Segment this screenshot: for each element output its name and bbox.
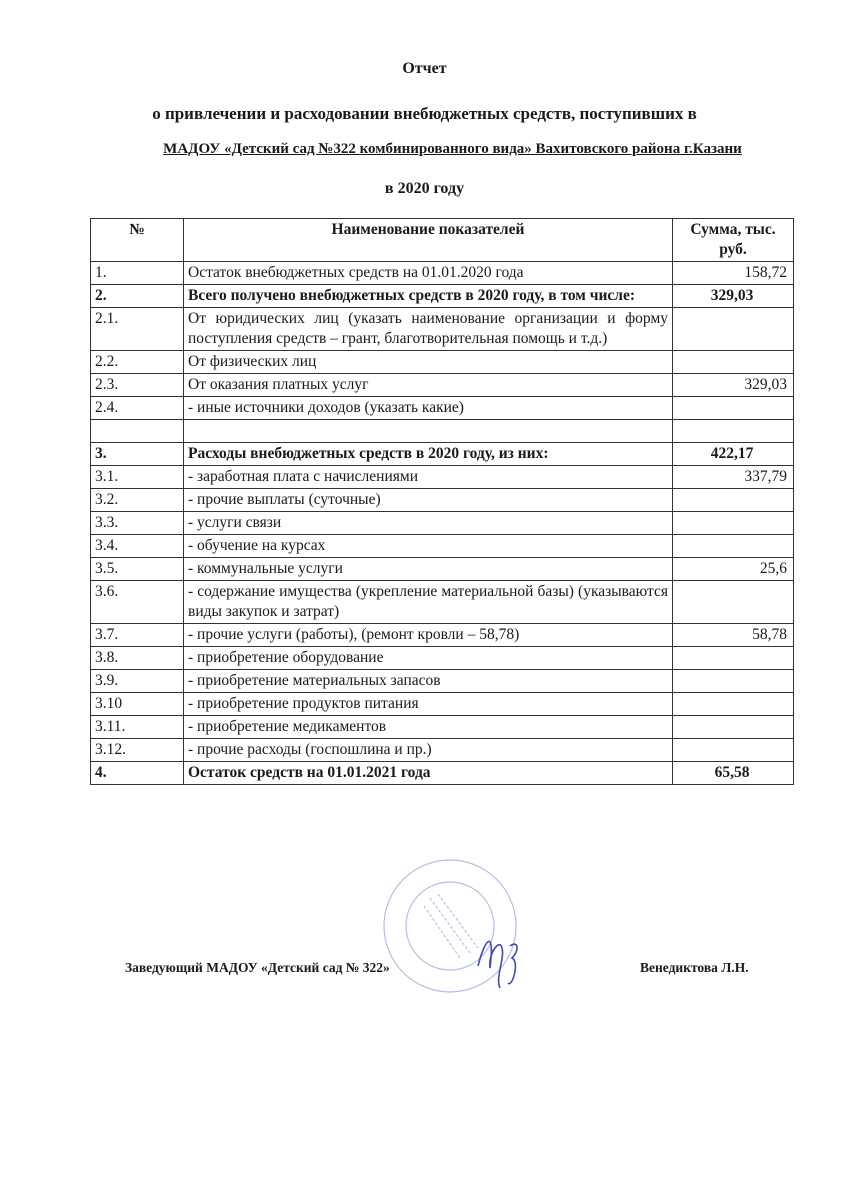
table-row (91, 624, 794, 647)
table-row (91, 351, 794, 374)
table-row (91, 443, 794, 466)
signatory-position: Заведующий МАДОУ «Детский сад № 322» (125, 960, 390, 975)
row-number: 3.2. (91, 489, 184, 512)
report-table (90, 218, 794, 785)
row-name: - приобретение материальных запасов (184, 670, 673, 693)
row-name: Всего получено внебюджетных средств в 2020 году, в том числе: (184, 285, 673, 308)
row-name: - прочие услуги (работы), (ремонт кровли – 58,78) (184, 624, 673, 647)
table-row (91, 397, 794, 420)
row-name: - услуги связи (184, 512, 673, 535)
table-row (91, 262, 794, 285)
table-row (91, 285, 794, 308)
row-number: 3.10 (91, 693, 184, 716)
row-number: 2.4. (91, 397, 184, 420)
column-header-sum: Сумма, тыс. руб. (673, 219, 794, 262)
table-row (91, 512, 794, 535)
row-sum (673, 647, 794, 670)
table-row (91, 670, 794, 693)
row-sum (673, 308, 794, 351)
row-number: 3.6. (91, 581, 184, 624)
row-number: 3.8. (91, 647, 184, 670)
table-row (91, 308, 794, 351)
table-row (91, 693, 794, 716)
row-sum: 337,79 (673, 466, 794, 489)
row-name: - коммунальные услуги (184, 558, 673, 581)
row-sum: 158,72 (673, 262, 794, 285)
row-number: 2.3. (91, 374, 184, 397)
row-sum (673, 351, 794, 374)
row-number: 1. (91, 262, 184, 285)
row-number: 3.3. (91, 512, 184, 535)
row-sum: 65,58 (673, 762, 794, 785)
table-row (91, 739, 794, 762)
row-name: От физических лиц (184, 351, 673, 374)
row-sum (673, 512, 794, 535)
row-sum: 329,03 (673, 374, 794, 397)
row-name: - приобретение оборудование (184, 647, 673, 670)
row-number: 3.4. (91, 535, 184, 558)
row-number: 2.1. (91, 308, 184, 351)
document-subtitle: о привлечении и расходовании внебюджетных средств, поступивших в (152, 104, 697, 123)
row-number: 3. (91, 443, 184, 466)
row-sum: 25,6 (673, 558, 794, 581)
table-row (91, 374, 794, 397)
row-name: Остаток внебюджетных средств на 01.01.2020 года (184, 262, 673, 285)
row-number (91, 420, 184, 443)
table-row (91, 647, 794, 670)
stamp-icon (384, 860, 516, 992)
row-sum (673, 581, 794, 624)
row-number: 3.7. (91, 624, 184, 647)
row-sum (673, 397, 794, 420)
row-sum (673, 420, 794, 443)
row-number: 2. (91, 285, 184, 308)
row-name: От оказания платных услуг (184, 374, 673, 397)
table-row (91, 466, 794, 489)
row-number: 2.2. (91, 351, 184, 374)
row-name: - заработная плата с начислениями (184, 466, 673, 489)
row-sum (673, 535, 794, 558)
row-sum: 422,17 (673, 443, 794, 466)
signatory-name: Венедиктова Л.Н. (640, 960, 749, 975)
signature-icon (478, 941, 517, 988)
table-row (91, 581, 794, 624)
table-row (91, 762, 794, 785)
report-year: в 2020 году (384, 180, 465, 197)
row-sum (673, 670, 794, 693)
table-row (91, 558, 794, 581)
document-title: Отчет (402, 60, 447, 77)
row-name: - обучение на курсах (184, 535, 673, 558)
row-sum (673, 693, 794, 716)
row-sum (673, 739, 794, 762)
column-header-number: № (91, 219, 184, 262)
row-number: 3.12. (91, 739, 184, 762)
row-number: 4. (91, 762, 184, 785)
row-name: - приобретение продуктов питания (184, 693, 673, 716)
row-sum (673, 716, 794, 739)
table-row (91, 535, 794, 558)
row-sum: 329,03 (673, 285, 794, 308)
table-row (91, 716, 794, 739)
organization-name: МАДОУ «Детский сад №322 комбинированного вида» Вахитовского района г.Казани (163, 141, 742, 157)
row-number: 3.9. (91, 670, 184, 693)
row-sum: 58,78 (673, 624, 794, 647)
row-name: - приобретение медикаментов (184, 716, 673, 739)
table-row (91, 489, 794, 512)
row-name: - прочие выплаты (суточные) (184, 489, 673, 512)
row-name: От юридических лиц (указать наименование организации и форму поступления средств – грант, благотворительная помощь и т.д.) (184, 308, 673, 351)
row-number: 3.1. (91, 466, 184, 489)
row-name: Расходы внебюджетных средств в 2020 году, из них: (184, 443, 673, 466)
row-sum (673, 489, 794, 512)
row-name (184, 420, 673, 443)
column-header-name: Наименование показателей (184, 219, 673, 262)
row-name: - прочие расходы (госпошлина и пр.) (184, 739, 673, 762)
stamp-and-signature (360, 858, 540, 998)
row-name: - содержание имущества (укрепление материальной базы) (указываются виды закупок и затрат) (184, 581, 673, 624)
table-row-empty (91, 420, 794, 443)
row-number: 3.11. (91, 716, 184, 739)
row-name: Остаток средств на 01.01.2021 года (184, 762, 673, 785)
row-name: - иные источники доходов (указать какие) (184, 397, 673, 420)
row-number: 3.5. (91, 558, 184, 581)
